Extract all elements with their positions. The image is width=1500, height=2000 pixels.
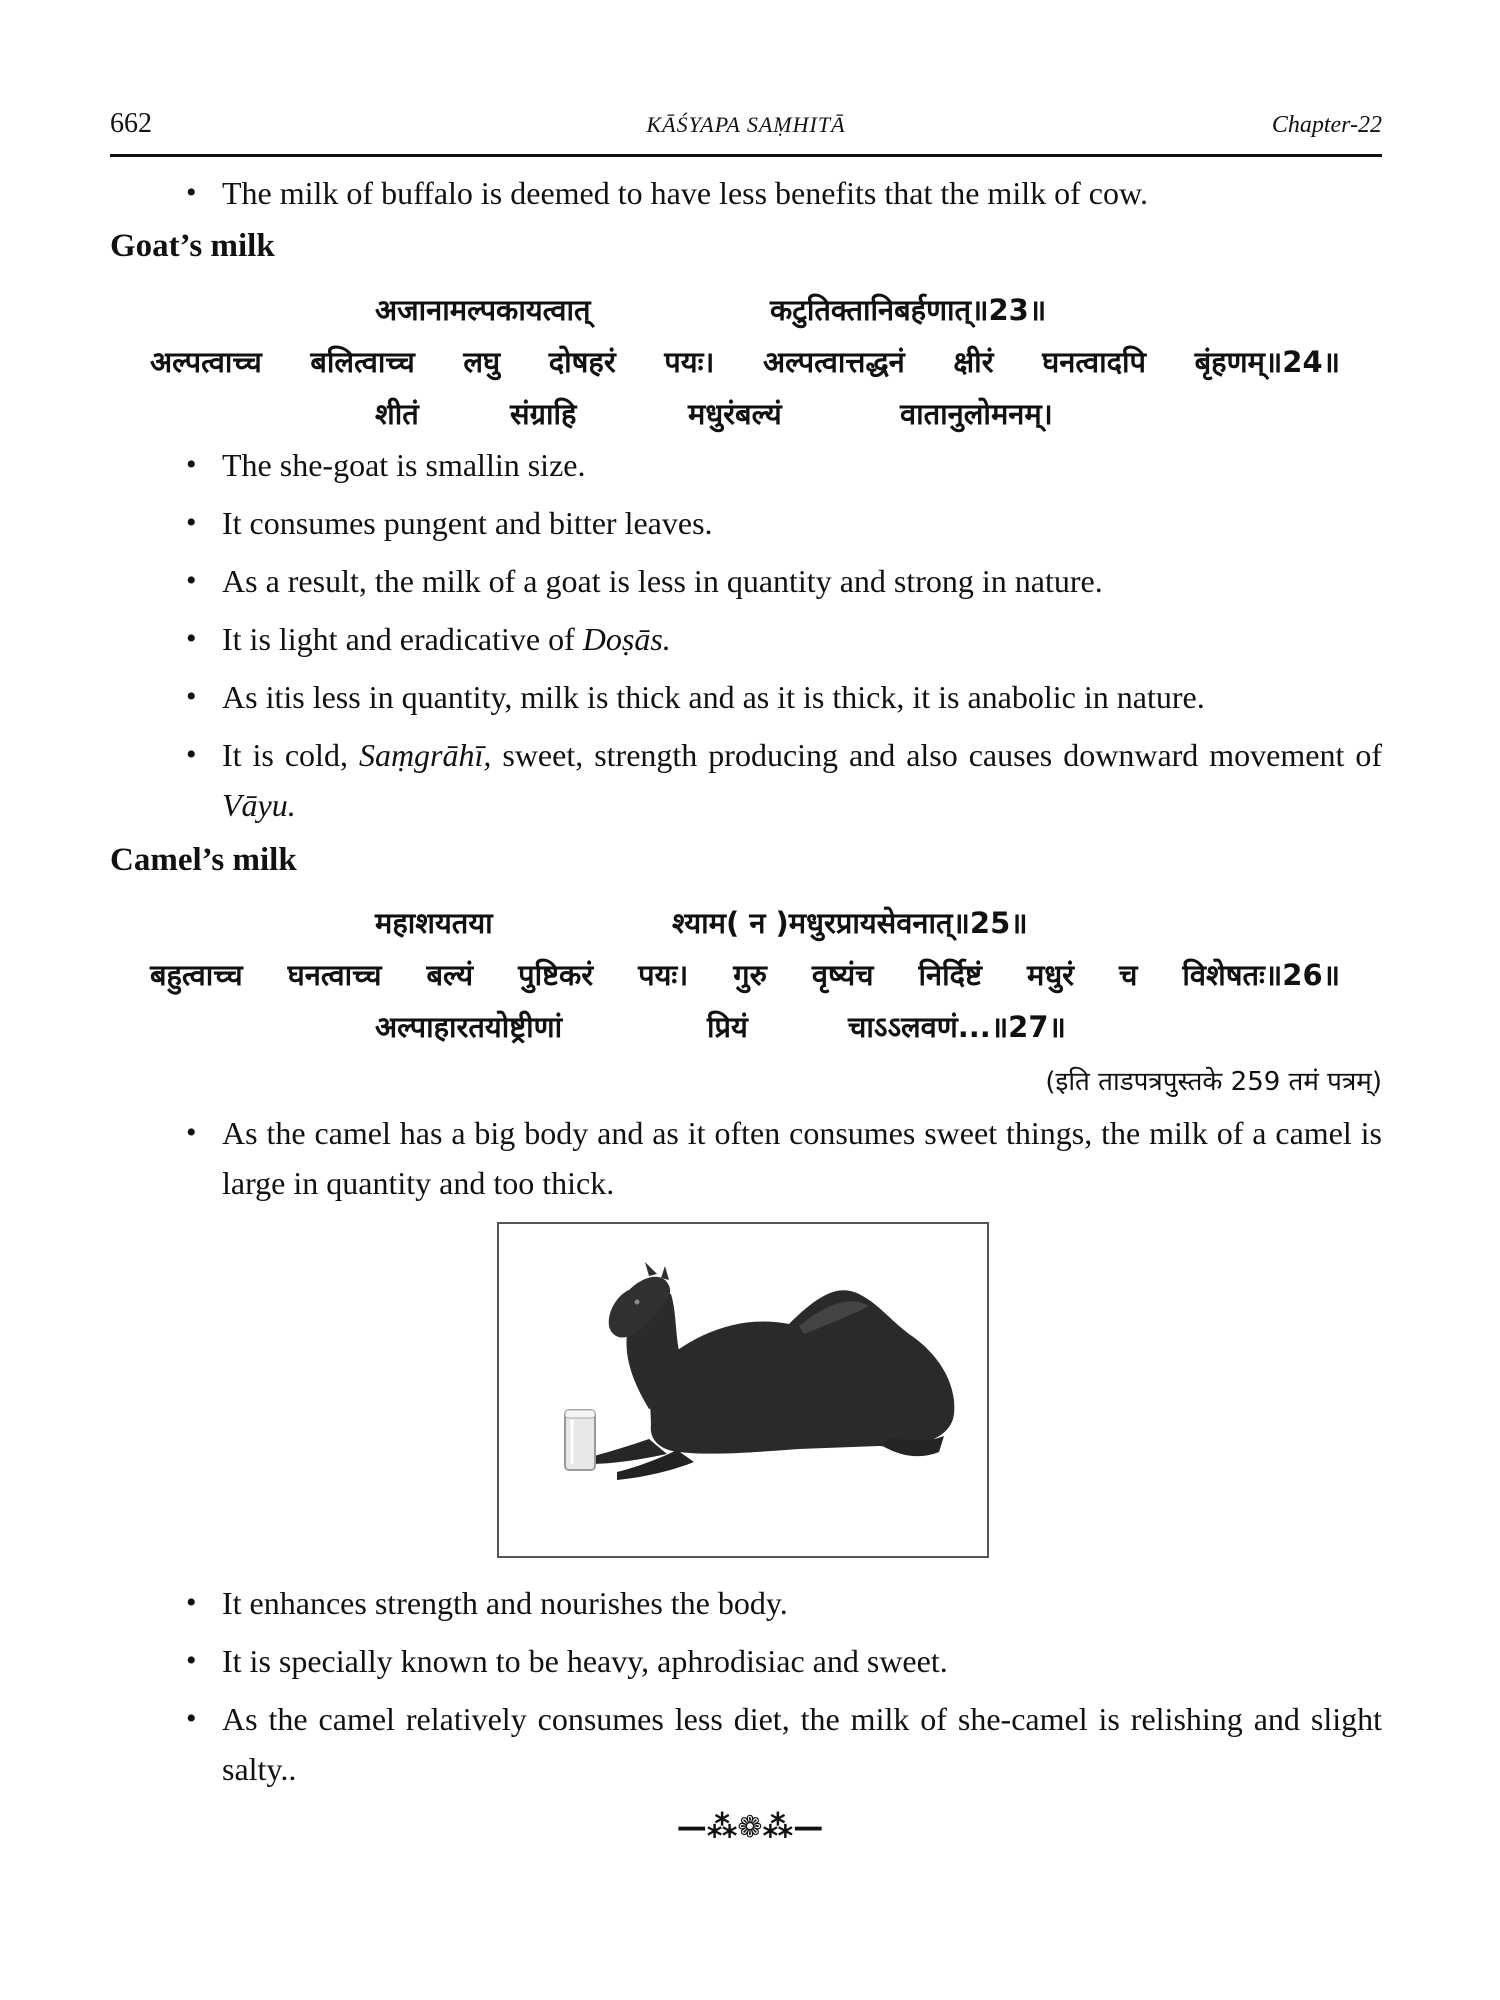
goat-heading: Goat’s milk [110,228,275,264]
camel-verse-27a: अल्पाहारतयोष्ट्रीणां [375,1010,563,1044]
camel-point-strength: • It enhances strength and nourishes the body. [186,1578,1382,1628]
goat-verse-24: अल्पत्वाच्च बलित्वाच्च लघु दोषहरं पयः। अल्पत्वात्तद्धनं क्षीरं घनत्वादपि बृंहणम्॥24॥ [150,345,1340,379]
book-title: KĀŚYAPA SAṂHITĀ [646,112,846,137]
goat-verse-3d: वातानुलोमनम्। [900,397,1053,431]
camel-verse-27b: प्रियं [707,1010,748,1044]
camel-verse-25a: महाशयतया [375,906,493,940]
term-vayu: Vāyu. [222,787,296,823]
goat-point-cold-text-2: sweet, strength producing and also causes downward movement of [491,737,1383,773]
camel-point-heavy: • It is specially known to be heavy, aphrodisiac and sweet. [186,1636,1382,1686]
camel-verse-26: बहुत्वाच्च घनत्वाच्च बल्यं पुष्टिकरं पयः। गुरु वृष्यंच निर्दिष्टं मधुरं च विशेषतः॥26॥ [150,958,1340,992]
goat-point-cold-text-1: It is cold, [222,737,359,773]
goat-point-anabolic: • As itis less in quantity, milk is thick and as it is thick, it is anabolic in nature. [186,672,1382,722]
goat-verse-23a: अजानामल्पकायत्वात् [375,293,591,327]
chapter-label: Chapter-22 [1271,112,1382,138]
goat-verse-3c: मधुरंबल्यं [688,397,782,431]
section-end-ornament: —⁂❁⁂— [676,1810,824,1845]
camel-verse-25b: श्याम( न )मधुरप्रायसेवनात्॥25॥ [672,906,1028,940]
page-number: 662 [110,108,152,139]
goat-verse-3a: शीतं [375,397,419,431]
bullet-buffalo: • The milk of buffalo is deemed to have less benefits that the milk of cow. [186,168,1382,218]
goat-point-1: • The she-goat is smallin size. [186,440,1382,490]
goat-point-dosas-text: It is light and eradicative of [222,621,583,657]
term-dosas: Doṣās. [582,621,671,657]
source-note: (इति ताडपत्रपुस्तके 259 तमं पत्रम्) [1045,1067,1382,1097]
goat-point-dosas [186,614,1382,664]
camel-illustration [499,1224,987,1556]
goat-point-2: • It consumes pungent and bitter leaves. [186,498,1382,548]
goat-point-3: • As a result, the milk of a goat is less in quantity and strong in nature. [186,556,1382,606]
term-samgrahi: Saṃgrāhī, [358,737,492,773]
goat-verse-23b: कटुतिक्तानिबर्हणात्॥23॥ [770,293,1047,327]
goat-verse-3b: संग्राहि [510,397,577,431]
goat-point-cold [186,730,1382,830]
page-header [110,108,1382,157]
camel-verse-27c: चाऽऽलवणं...॥27॥ [848,1010,1066,1044]
camel-heading: Camel’s milk [110,842,297,878]
camel-photo [497,1222,989,1558]
camel-point-salty: • As the camel relatively consumes less diet, the milk of she-camel is relishing and slight salty.. [186,1694,1382,1794]
camel-point-body: • As the camel has a big body and as it often consumes sweet things, the milk of a camel is large in quantity and too thick. [186,1108,1382,1208]
